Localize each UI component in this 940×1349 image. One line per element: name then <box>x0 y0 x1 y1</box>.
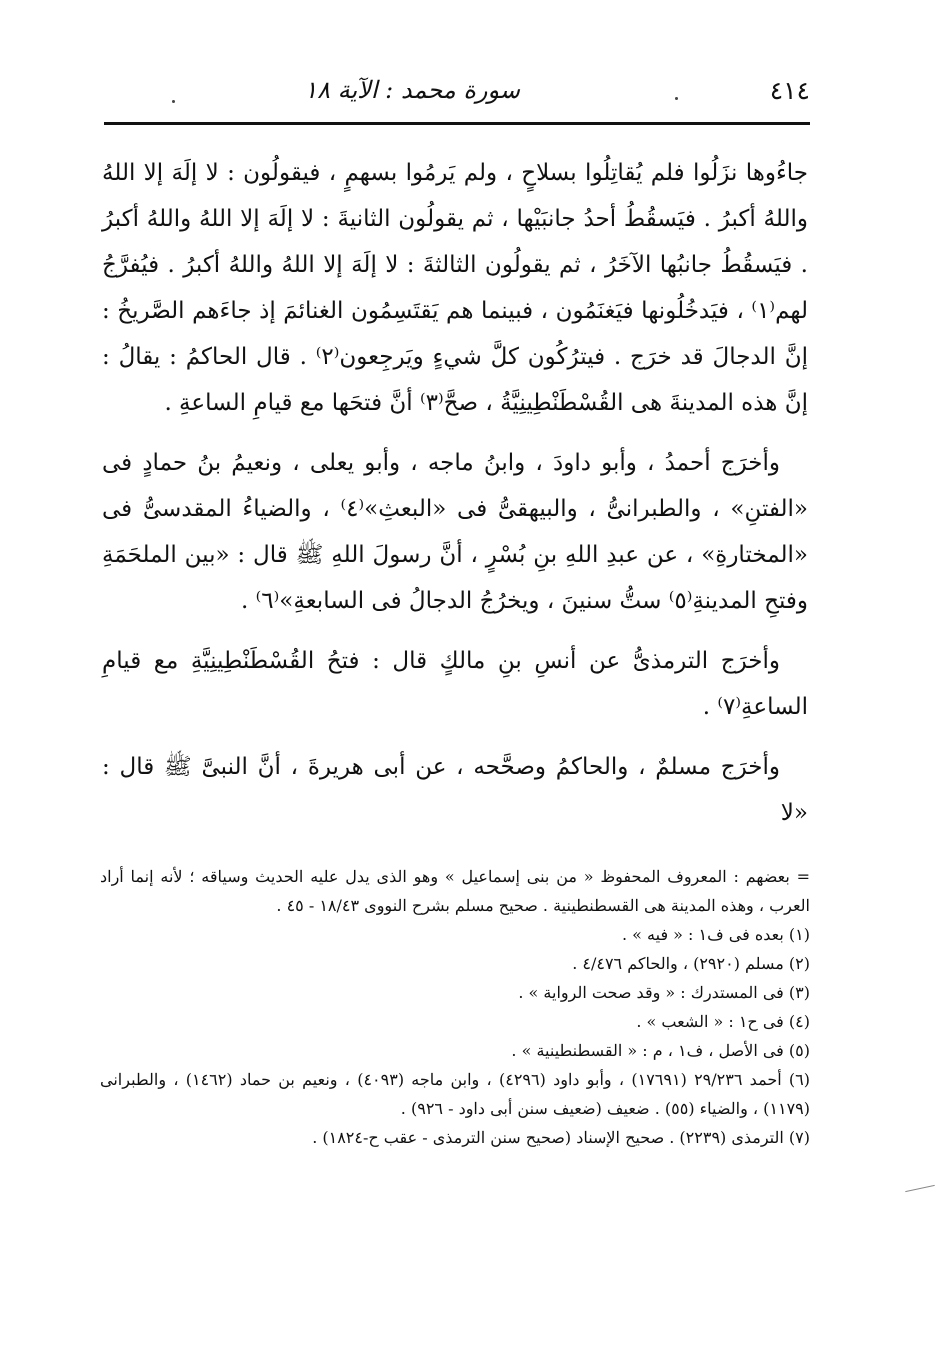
scan-speck <box>675 97 678 100</box>
scan-margin-mark <box>905 1185 935 1192</box>
running-title: سورة محمد : الآية ١٨ <box>304 76 520 104</box>
footnote: (٢) مسلم (٢٩٢٠) ، والحاكم ٤/٤٧٦ . <box>572 954 810 973</box>
footnote: (٤) فى ح١ : « الشعب » . <box>636 1012 810 1031</box>
page-number: ٤١٤ <box>769 76 810 105</box>
footnote: (٦) أحمد ٢٩/٢٣٦ (١٧٦٩١) ، وأبو داود (٤٢٩٦) ، وابن ماجه (٤٠٩٣) ، ونعيم بن حماد (١٤٦٢) ، والطبرانى (١١٧٩) ، والضياء (٥٥) . ضعيف (ضعيف سنن أبى داود - ٩٢٦) . <box>100 1070 811 1118</box>
footnotes <box>100 862 810 1152</box>
page-header <box>100 72 810 112</box>
footnote: (٥) فى الأصل ، ف١ ، م : « القسطنطينية » . <box>511 1041 810 1060</box>
footnote: (١) بعده فى ف١ : « فيه » . <box>621 925 810 944</box>
main-text <box>102 150 808 850</box>
paragraph: وأخرَج الترمذىُّ عن أنسِ بنِ مالكٍ قال : فتحُ القُسْطَنْطِينِيَّةِ مع قيامِ الساعةِ⁽٧⁾ . <box>102 648 808 720</box>
footnote: = بعضهم : المعروف المحفوظ « من بنى إسماعيل » وهو الذى يدل عليه الحديث وسياقه ؛ لأنه إنما أراد العرب ، وهذه المدينة هى القسطنطينية . صحيح مسلم بشرح النووى ١٨/٤٣ - ٤٥ . <box>100 867 810 915</box>
scan-speck <box>172 100 175 103</box>
footnote: (٣) فى المستدرك : « وقد صحت الرواية » . <box>518 983 810 1002</box>
paragraph: وأخرَج مسلمٌ ، والحاكمُ وصحَّحه ، عن أبى هريرةَ ، أنَّ النبىَّ ﷺ قال : «لا <box>102 754 808 826</box>
paragraph: وأخرَج أحمدُ ، وأبو داودَ ، وابنُ ماجه ، وأبو يعلى ، ونعيمُ بنُ حمادٍ فى «الفتنِ» ، والطبرانىُّ ، والبيهقىُّ فى «البعثِ»⁽٤⁾ ، والضياءُ المقدسىُّ فى «المختارةِ» ، عن عبدِ اللهِ بنِ بُسْرٍ ، أنَّ رسولَ اللهِ ﷺ قال : «بين الملحَمَةِ وفتحِ المدينةِ⁽٥⁾ ستُّ سنينَ ، ويخرُجُ الدجالُ فى السابعةِ»⁽٦⁾ . <box>102 450 808 614</box>
paragraph: جاءُوها نزَلُوا فلم يُقاتِلُوا بسلاحٍ ، ولم يَرمُوا بسهمٍ ، فيقولُون : لا إلَهَ إلا اللهُ واللهُ أكبرُ . فيَسقُطُ أحدُ جانبَيْها ، ثم يقولُون الثانيةَ : لا إلَهَ إلا اللهُ واللهُ أكبرُ . فيَسقُطُ جانبُها الآخَرُ ، ثم يقولُون الثالثةَ : لا إلَهَ إلا اللهُ واللهُ أكبرُ . فيُفرَّجُ لهم⁽١⁾ ، فيَدخُلُونها فيَغنَمُون ، فبينما هم يَقتَسِمُون الغنائمَ إذ جاءَهم الصَّريخُ : إنَّ الدجالَ قد خرَج . فيترُكُون كلَّ شيءٍ ويَرجِعون⁽٢⁾ . قال الحاكمُ : يقالُ : إنَّ هذه المدينةَ هى القُسْطَنْطِينِيَّةُ ، صحَّ⁽٣⁾ أنَّ فتحَها مع قيامِ الساعةِ . <box>102 160 809 416</box>
footnote: (٧) الترمذى (٢٢٣٩) . صحيح الإسناد (صحيح سنن الترمذى - عقب ح-١٨٢٤) . <box>312 1128 810 1147</box>
header-rule <box>104 122 810 125</box>
